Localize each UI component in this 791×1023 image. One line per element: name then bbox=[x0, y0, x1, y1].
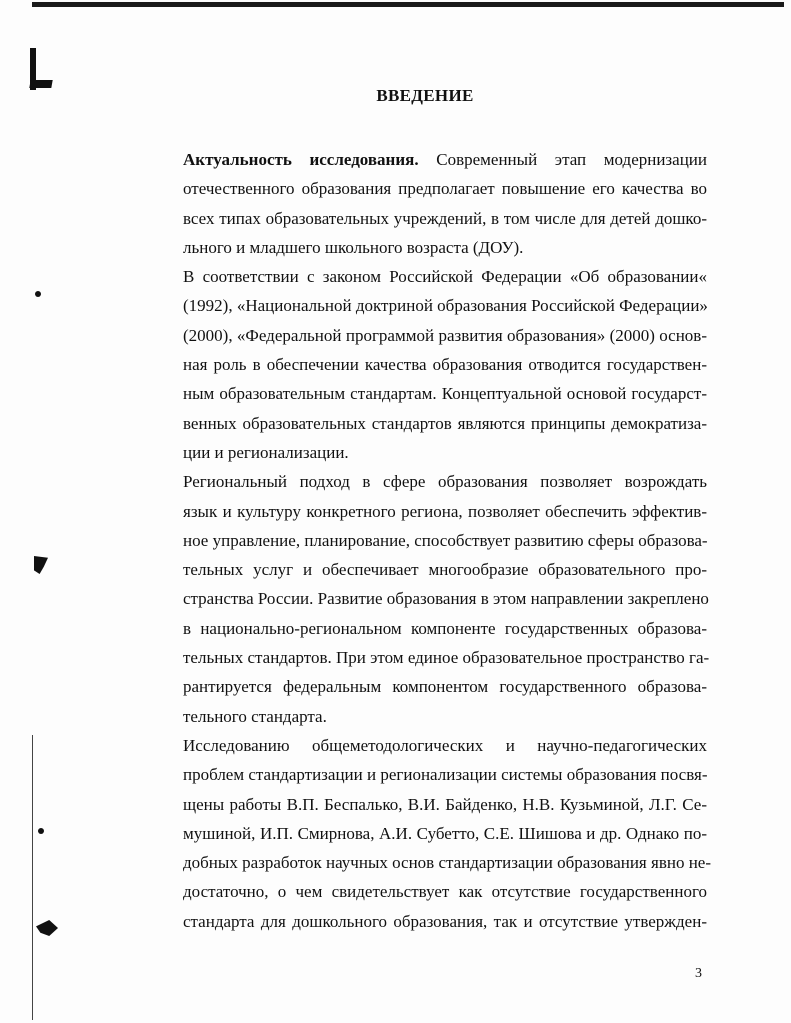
text-line: тельного стандарта. bbox=[183, 706, 327, 726]
text-line: ции и регионализации. bbox=[183, 442, 349, 462]
text-line: тельных услуг и обеспечивает многообразие образовательного про- bbox=[183, 560, 707, 580]
text-line: Актуальность исследования. Современный этап модернизации bbox=[183, 150, 707, 169]
text-line: всех типах образовательных учреждений, в том числе для детей дошко- bbox=[183, 208, 707, 228]
text-line: добных разработок научных основ стандартизации образования явно не- bbox=[183, 853, 712, 873]
paragraph-lead: Актуальность исследования. bbox=[183, 150, 419, 169]
text-line: венных образовательных стандартов являются принципы демократиза- bbox=[183, 413, 707, 433]
text-line: (2000), «Федеральной программой развития образования» (2000) основ- bbox=[183, 325, 707, 345]
text-line: проблем стандартизации и регионализации системы образования посвя- bbox=[183, 765, 708, 785]
top-border-rule bbox=[32, 2, 784, 7]
text-line: тельных стандартов. При этом единое образовательное пространство га- bbox=[183, 648, 710, 668]
paragraph-relevance bbox=[145, 145, 707, 262]
page-title: ВВЕДЕНИЕ bbox=[376, 86, 474, 105]
text-line: льного и младшего школьного возраста (ДОУ). bbox=[183, 237, 524, 257]
text-line: ное управление, планирование, способствует развитию сферы образова- bbox=[183, 530, 708, 550]
text-line: стандарта для дошкольного образования, так и отсутствие утвержден- bbox=[183, 911, 707, 931]
text-line: мушиной, И.П. Смирнова, А.И. Субетто, С.Е. Шишова и др. Однако по- bbox=[183, 823, 707, 843]
paragraph-regional bbox=[145, 467, 710, 731]
binding-edge-line bbox=[32, 735, 33, 1020]
text-line: отечественного образования предполагает повышение его качества во bbox=[183, 179, 707, 199]
text-line: ным образовательным стандартам. Концептуальной основой государст- bbox=[183, 384, 707, 404]
text-line: достаточно, о чем свидетельствует как отсутствие государственного bbox=[183, 882, 707, 902]
text-line: в национально-региональном компоненте государственных образова- bbox=[183, 618, 707, 638]
text-line: Региональный подход в сфере образования позволяет возрождать bbox=[183, 472, 707, 492]
text-line: рантируется федеральным компонентом государственного образова- bbox=[183, 677, 707, 697]
scan-artifact-mark bbox=[34, 556, 48, 574]
body-text bbox=[145, 145, 712, 936]
text-line: В соответствии с законом Российской Федерации «Об образовании« bbox=[183, 267, 707, 287]
text-line: Исследованию общеметодологических и научно-педагогических bbox=[183, 735, 707, 755]
text-line: язык и культуру конкретного региона, позволяет обеспечить эффектив- bbox=[183, 501, 707, 521]
text-line: щены работы В.П. Беспалько, В.И. Байденко, Н.В. Кузьминой, Л.Г. Се- bbox=[183, 794, 707, 814]
scan-artifact-dot bbox=[38, 828, 44, 834]
paragraph-law bbox=[145, 262, 707, 467]
text-line: странства России. Развитие образования в этом направлении закреплено bbox=[183, 589, 709, 609]
scan-artifact-dot bbox=[35, 291, 41, 297]
text-line: (1992), «Национальной доктриной образования Российской Федерации» bbox=[183, 296, 708, 316]
paragraph-research bbox=[145, 731, 712, 936]
page-number: 3 bbox=[695, 966, 702, 981]
scan-artifact-mark bbox=[36, 920, 58, 936]
text-line: ная роль в обеспечении качества образования отводится государствен- bbox=[183, 355, 707, 375]
